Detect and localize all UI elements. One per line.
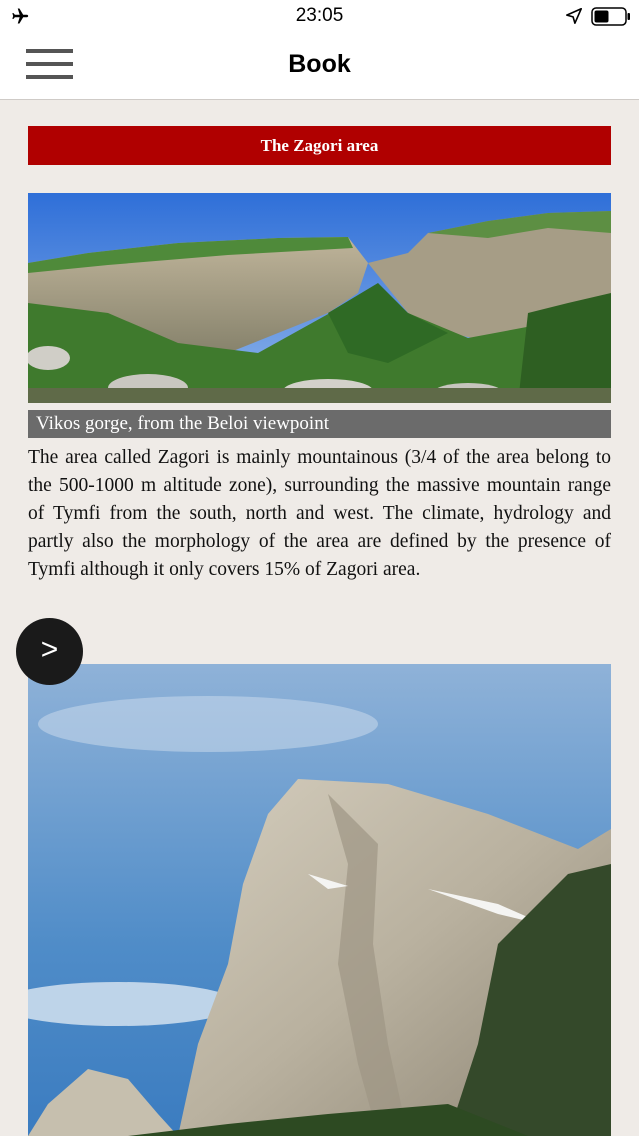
vikos-gorge-image [28, 193, 611, 403]
photo-caption: Vikos gorge, from the Beloi viewpoint [28, 410, 611, 438]
tymfi-mountain-image [28, 664, 611, 1136]
vikos-gorge-photo [28, 193, 611, 403]
article-paragraph: The area called Zagori is mainly mountainous (3/4 of the area belong to the 500-1000 m altitude zone), surrounding the massive mountain range of Tymfi from the south, north and west. The climate, hydrology and partly also the morphology of the area are defined by the presence of Tymfi although it only covers 15% of Zagori area. [28, 447, 611, 580]
battery-icon [591, 7, 631, 26]
nav-bar [0, 32, 639, 100]
next-page-button[interactable]: > [16, 618, 83, 685]
page-title: Book [288, 50, 351, 78]
status-time: 23:05 [295, 5, 344, 26]
section-title: The Zagori area [28, 126, 611, 165]
tymfi-mountain-photo [28, 664, 611, 1136]
location-arrow-icon [565, 7, 583, 25]
status-bar [0, 0, 639, 32]
